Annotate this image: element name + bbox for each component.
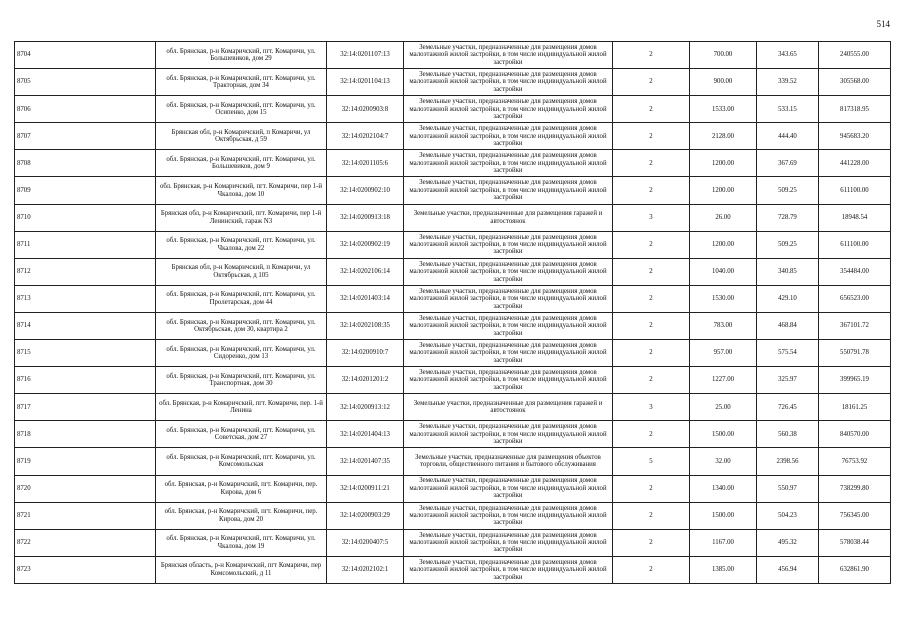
specific-value-cell: 343.65 [757, 42, 819, 69]
group-cell: 2 [613, 150, 690, 177]
table-row [15, 42, 891, 69]
row-number-cell: 8721 [15, 502, 156, 529]
specific-value-cell: 509.25 [757, 177, 819, 204]
cadastral-value-cell: 656523.00 [819, 285, 891, 312]
cadastral-value-cell: 305568.00 [819, 69, 891, 96]
cadastral-value-cell: 611100.00 [819, 177, 891, 204]
address-cell: обл. Брянская, р-н Комаричский, пгт. Комаричи, ул. Комсомольская [156, 448, 327, 475]
cadastral-number-cell: 32:14:0201107:13 [327, 42, 404, 69]
cadastral-value-cell: 738299.80 [819, 475, 891, 502]
cadastral-number-cell: 32:14:0202104:7 [327, 123, 404, 150]
row-number-cell: 8708 [15, 150, 156, 177]
permitted-use-cell: Земельные участки, предназначенные для размещения домов малоэтажной жилой застройки, в том числе индивидуальной жилой застройки [404, 529, 613, 556]
permitted-use-cell: Земельные участки, предназначенные для размещения домов малоэтажной жилой застройки, в том числе индивидуальной жилой застройки [404, 42, 613, 69]
table-row [15, 312, 891, 339]
address-cell: обл. Брянская, р-н Комаричский, пгт. Комаричи, ул. Осипенко, дом 15 [156, 96, 327, 123]
cadastral-value-cell: 18948.54 [819, 204, 891, 231]
row-number-cell: 8716 [15, 367, 156, 394]
cadastral-number-cell: 32:14:0201104:13 [327, 69, 404, 96]
row-number-cell: 8720 [15, 475, 156, 502]
specific-value-cell: 509.25 [757, 231, 819, 258]
address-cell: Брянская обл, р-н Комаричский, п Комаричи, ул Октябрьская, д 59 [156, 123, 327, 150]
group-cell: 2 [613, 475, 690, 502]
address-cell: обл. Брянская, р-н Комаричский, пгт. Комаричи, ул. Пролетарская, дом 44 [156, 285, 327, 312]
table-row [15, 204, 891, 231]
row-number-cell: 8704 [15, 42, 156, 69]
area-cell: 1167.00 [690, 529, 757, 556]
page-number: 514 [876, 19, 890, 29]
permitted-use-cell: Земельные участки, предназначенные для размещения домов малоэтажной жилой застройки, в том числе индивидуальной жилой застройки [404, 367, 613, 394]
table-row [15, 556, 891, 583]
row-number-cell: 8710 [15, 204, 156, 231]
row-number-cell: 8722 [15, 529, 156, 556]
address-cell: обл. Брянская, р-н Комаричский, пгт. Комаричи, пер. Кирова, дом 20 [156, 502, 327, 529]
specific-value-cell: 456.94 [757, 556, 819, 583]
cadastral-value-cell: 399965.19 [819, 367, 891, 394]
group-cell: 2 [613, 69, 690, 96]
cadastral-value-cell: 611100.00 [819, 231, 891, 258]
specific-value-cell: 533.15 [757, 96, 819, 123]
area-cell: 1200.00 [690, 177, 757, 204]
specific-value-cell: 560.38 [757, 421, 819, 448]
cadastral-value-cell: 550791.78 [819, 340, 891, 367]
cadastral-number-cell: 32:14:0200913:12 [327, 394, 404, 421]
cadastral-value-cell: 817318.95 [819, 96, 891, 123]
cadastral-number-cell: 32:14:0201201:2 [327, 367, 404, 394]
address-cell: обл. Брянская, р-н Комаричский, пгт. Комаричи, ул. Чкалова, дом 22 [156, 231, 327, 258]
area-cell: 1533.00 [690, 96, 757, 123]
cadastral-value-cell: 578038.44 [819, 529, 891, 556]
row-number-cell: 8717 [15, 394, 156, 421]
group-cell: 2 [613, 96, 690, 123]
table-row [15, 285, 891, 312]
cadastral-value-cell: 840570.00 [819, 421, 891, 448]
permitted-use-cell: Земельные участки, предназначенные для размещения домов малоэтажной жилой застройки, в том числе индивидуальной жилой застройки [404, 177, 613, 204]
cadastral-value-cell: 756345.00 [819, 502, 891, 529]
address-cell: обл. Брянская, р-н Комаричский, пгт. Комаричи, пер. Кирова, дом 6 [156, 475, 327, 502]
row-number-cell: 8718 [15, 421, 156, 448]
cadastral-number-cell: 32:14:0201407:35 [327, 448, 404, 475]
specific-value-cell: 340.85 [757, 258, 819, 285]
specific-value-cell: 550.97 [757, 475, 819, 502]
specific-value-cell: 504.23 [757, 502, 819, 529]
permitted-use-cell: Земельные участки, предназначенные для размещения домов малоэтажной жилой застройки, в том числе индивидуальной жилой застройки [404, 421, 613, 448]
table-row [15, 502, 891, 529]
table-row [15, 448, 891, 475]
cadastral-value-cell: 354484.00 [819, 258, 891, 285]
table-row [15, 475, 891, 502]
cadastral-number-cell: 32:14:0200910:7 [327, 340, 404, 367]
area-cell: 1340.00 [690, 475, 757, 502]
cadastral-value-cell: 632861.90 [819, 556, 891, 583]
table-row [15, 231, 891, 258]
cadastral-number-cell: 32:14:0201105:6 [327, 150, 404, 177]
permitted-use-cell: Земельные участки, предназначенные для размещения домов малоэтажной жилой застройки, в том числе индивидуальной жилой застройки [404, 231, 613, 258]
group-cell: 2 [613, 556, 690, 583]
specific-value-cell: 325.97 [757, 367, 819, 394]
area-cell: 1500.00 [690, 502, 757, 529]
group-cell: 2 [613, 42, 690, 69]
address-cell: обл. Брянская, р-н Комаричский, пгт. Комаричи, ул. Большевиков, дом 9 [156, 150, 327, 177]
group-cell: 2 [613, 502, 690, 529]
specific-value-cell: 495.32 [757, 529, 819, 556]
row-number-cell: 8707 [15, 123, 156, 150]
area-cell: 700.00 [690, 42, 757, 69]
permitted-use-cell: Земельные участки, предназначенные для размещения домов малоэтажной жилой застройки, в том числе индивидуальной жилой застройки [404, 258, 613, 285]
permitted-use-cell: Земельные участки, предназначенные для размещения домов малоэтажной жилой застройки, в том числе индивидуальной жилой застройки [404, 556, 613, 583]
group-cell: 2 [613, 123, 690, 150]
table-row [15, 340, 891, 367]
permitted-use-cell: Земельные участки, предназначенные для размещения домов малоэтажной жилой застройки, в том числе индивидуальной жилой застройки [404, 69, 613, 96]
table-row [15, 258, 891, 285]
area-cell: 1040.00 [690, 258, 757, 285]
area-cell: 1227.00 [690, 367, 757, 394]
row-number-cell: 8706 [15, 96, 156, 123]
group-cell: 2 [613, 231, 690, 258]
permitted-use-cell: Земельные участки, предназначенные для размещения домов малоэтажной жилой застройки, в том числе индивидуальной жилой застройки [404, 285, 613, 312]
cadastral-value-cell: 76753.92 [819, 448, 891, 475]
permitted-use-cell: Земельные участки, предназначенные для размещения гаражей и автостоянок [404, 204, 613, 231]
cadastral-value-cell: 18161.25 [819, 394, 891, 421]
land-registry-table [14, 41, 891, 584]
permitted-use-cell: Земельные участки, предназначенные для размещения домов малоэтажной жилой застройки, в том числе индивидуальной жилой застройки [404, 96, 613, 123]
cadastral-number-cell: 32:14:0202108:35 [327, 312, 404, 339]
permitted-use-cell: Земельные участки, предназначенные для размещения гаражей и автостоянок [404, 394, 613, 421]
cadastral-value-cell: 945683.20 [819, 123, 891, 150]
address-cell: обл. Брянская, р-н Комаричский, пгт. Комаричи, ул. Сидоренко, дом 13 [156, 340, 327, 367]
cadastral-value-cell: 240555.00 [819, 42, 891, 69]
group-cell: 2 [613, 529, 690, 556]
cadastral-number-cell: 32:14:0200903:29 [327, 502, 404, 529]
cadastral-number-cell: 32:14:0200407:5 [327, 529, 404, 556]
row-number-cell: 8705 [15, 69, 156, 96]
cadastral-number-cell: 32:14:0200903:8 [327, 96, 404, 123]
address-cell: обл. Брянская, р-н Комаричский, пгт. Комаричи, ул. Чкалова, дом 19 [156, 529, 327, 556]
group-cell: 2 [613, 367, 690, 394]
area-cell: 1200.00 [690, 150, 757, 177]
address-cell: обл. Брянская, р-н Комаричский, пгт. Комаричи, ул. Советская, дом 27 [156, 421, 327, 448]
specific-value-cell: 429.10 [757, 285, 819, 312]
permitted-use-cell: Земельные участки, предназначенные для размещения домов малоэтажной жилой застройки, в том числе индивидуальной жилой застройки [404, 150, 613, 177]
permitted-use-cell: Земельные участки, предназначенные для размещения домов малоэтажной жилой застройки, в том числе индивидуальной жилой застройки [404, 123, 613, 150]
address-cell: обл. Брянская, р-н Комаричский, пгт. Комаричи, ул. Тракторная, дом 34 [156, 69, 327, 96]
area-cell: 1530.00 [690, 285, 757, 312]
address-cell: обл. Брянская, р-н Комаричский, пгт. Комаричи, ул. Транспортная, дом 30 [156, 367, 327, 394]
specific-value-cell: 339.52 [757, 69, 819, 96]
cadastral-number-cell: 32:14:0202106:14 [327, 258, 404, 285]
specific-value-cell: 726.45 [757, 394, 819, 421]
address-cell: обл. Брянская, р-н Комаричский, пгт. Комаричи, пер 1-й Чкалова, дом 10 [156, 177, 327, 204]
address-cell: обл. Брянская, р-н Комаричский, пгт. Комаричи, ул. Большевиков, дом 29 [156, 42, 327, 69]
specific-value-cell: 367.69 [757, 150, 819, 177]
cadastral-number-cell: 32:14:0200913:18 [327, 204, 404, 231]
group-cell: 2 [613, 312, 690, 339]
area-cell: 25.00 [690, 394, 757, 421]
table-row [15, 69, 891, 96]
area-cell: 783.00 [690, 312, 757, 339]
area-cell: 1385.00 [690, 556, 757, 583]
group-cell: 3 [613, 204, 690, 231]
address-cell: Брянская обл, р-н Комаричский, пгт. Комаричи, пер 1-й Ленинский, гараж N3 [156, 204, 327, 231]
cadastral-number-cell: 32:14:0200902:19 [327, 231, 404, 258]
cadastral-value-cell: 441228.00 [819, 150, 891, 177]
address-cell: обл. Брянская, р-н Комаричский, пгт. Комаричи, пер. 1-й Ленина [156, 394, 327, 421]
table-row [15, 177, 891, 204]
table-row [15, 123, 891, 150]
specific-value-cell: 468.84 [757, 312, 819, 339]
area-cell: 957.00 [690, 340, 757, 367]
permitted-use-cell: Земельные участки, предназначенные для размещения домов малоэтажной жилой застройки, в том числе индивидуальной жилой застройки [404, 502, 613, 529]
row-number-cell: 8714 [15, 312, 156, 339]
group-cell: 5 [613, 448, 690, 475]
permitted-use-cell: Земельные участки, предназначенные для размещения объектов торговли, общественного питания и бытового обслуживания [404, 448, 613, 475]
area-cell: 1200.00 [690, 231, 757, 258]
row-number-cell: 8713 [15, 285, 156, 312]
row-number-cell: 8719 [15, 448, 156, 475]
row-number-cell: 8715 [15, 340, 156, 367]
table-row [15, 394, 891, 421]
address-cell: Брянская область, р-н Комаричский, пгт Комаричи, пер Комсомольский, д 11 [156, 556, 327, 583]
cadastral-number-cell: 32:14:0201404:13 [327, 421, 404, 448]
area-cell: 26.00 [690, 204, 757, 231]
group-cell: 3 [613, 394, 690, 421]
cadastral-number-cell: 32:14:0200902:10 [327, 177, 404, 204]
cadastral-value-cell: 367101.72 [819, 312, 891, 339]
table-row [15, 96, 891, 123]
row-number-cell: 8723 [15, 556, 156, 583]
table-body [15, 42, 891, 584]
cadastral-number-cell: 32:14:0201403:14 [327, 285, 404, 312]
area-cell: 2128.00 [690, 123, 757, 150]
area-cell: 32.00 [690, 448, 757, 475]
cadastral-number-cell: 32:14:0200911:21 [327, 475, 404, 502]
specific-value-cell: 728.79 [757, 204, 819, 231]
group-cell: 2 [613, 258, 690, 285]
permitted-use-cell: Земельные участки, предназначенные для размещения домов малоэтажной жилой застройки, в том числе индивидуальной жилой застройки [404, 340, 613, 367]
specific-value-cell: 444.40 [757, 123, 819, 150]
area-cell: 1500.00 [690, 421, 757, 448]
address-cell: Брянская обл, р-н Комаричский, п Комаричи, ул Октябрьская, д 105 [156, 258, 327, 285]
cadastral-number-cell: 32:14:0202102:1 [327, 556, 404, 583]
row-number-cell: 8711 [15, 231, 156, 258]
row-number-cell: 8709 [15, 177, 156, 204]
group-cell: 2 [613, 340, 690, 367]
table-row [15, 367, 891, 394]
table-row [15, 150, 891, 177]
area-cell: 900.00 [690, 69, 757, 96]
group-cell: 2 [613, 285, 690, 312]
specific-value-cell: 2398.56 [757, 448, 819, 475]
table-row [15, 529, 891, 556]
specific-value-cell: 575.54 [757, 340, 819, 367]
table-row [15, 421, 891, 448]
permitted-use-cell: Земельные участки, предназначенные для размещения домов малоэтажной жилой застройки, в том числе индивидуальной жилой застройки [404, 475, 613, 502]
group-cell: 2 [613, 421, 690, 448]
group-cell: 2 [613, 177, 690, 204]
permitted-use-cell: Земельные участки, предназначенные для размещения домов малоэтажной жилой застройки, в том числе индивидуальной жилой застройки [404, 312, 613, 339]
row-number-cell: 8712 [15, 258, 156, 285]
address-cell: обл. Брянская, р-н Комаричский, пгт. Комаричи, ул. Октябрьская, дом 30, квартира 2 [156, 312, 327, 339]
